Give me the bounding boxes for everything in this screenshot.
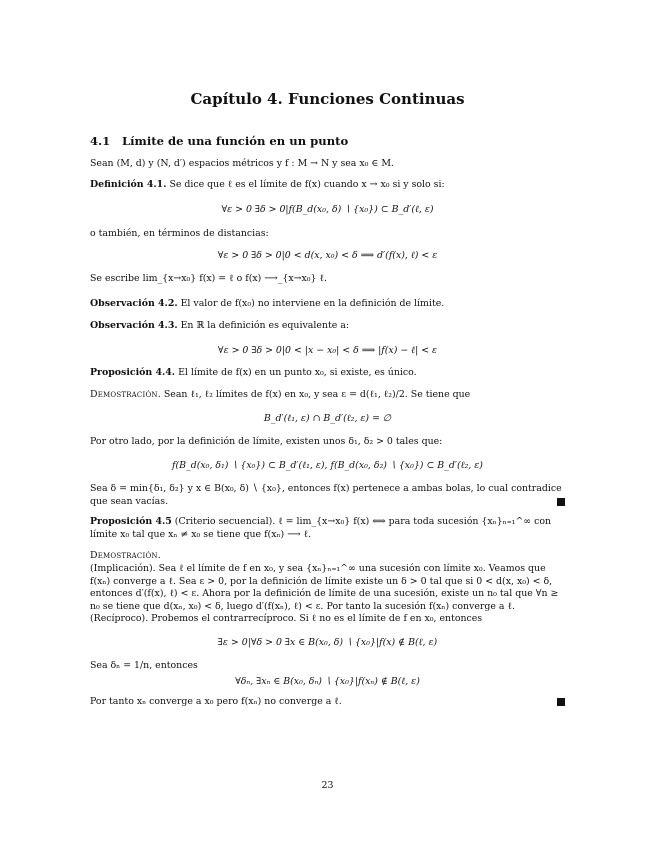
proposition-text: El límite de f(x) en un punto x₀, si existe, es único. (178, 367, 417, 378)
proof-4-5-equation-1: ∃ε > 0|∀δ > 0 ∃x ∈ B(x₀, δ) ∖ {x₀}|f(x) ∉ B(ℓ, ε) (217, 637, 438, 648)
proof-4-4-start (90, 389, 565, 402)
proposition-4-5 (90, 516, 565, 541)
proposition-4-4 (90, 367, 565, 380)
limit-notation: Se escribe lim_{x→x₀} f(x) = ℓ o f(x) ⟶_{x→x₀} ℓ. (90, 273, 327, 284)
intro-paragraph: Sean (M, d) y (N, d′) espacios métricos y f : M → N y sea x₀ ∈ M. (90, 158, 394, 169)
observation-label: Observación 4.3. (90, 320, 178, 331)
observation-label: Observación 4.2. (90, 298, 178, 309)
proof-text: Sean ℓ₁, ℓ₂ límites de f(x) en x₀, y sea ε = d(ℓ₁, ℓ₂)/2. Se tiene que (163, 389, 471, 400)
definition-equation-1: ∀ε > 0 ∃δ > 0|f(B_d(x₀, δ) ∖ {x₀}) ⊂ B_d′(ℓ, ε) (221, 204, 434, 215)
proposition-label: Proposición 4.5 (90, 516, 172, 527)
proof-4-5-converse: (Recíproco). Probemos el contrarrecíproco. Si ℓ no es el límite de f en x₀, entonces (90, 613, 483, 624)
proof-4-4-end (90, 483, 565, 508)
observation-text: El valor de f(x₀) no interviene en la definición de límite. (180, 298, 445, 309)
proof-equation-1: B_d′(ℓ₁, ε) ∩ B_d′(ℓ₂, ε) = ∅ (263, 413, 392, 424)
definition-text: Se dice que ℓ es el límite de f(x) cuando x → x₀ si y solo si: (169, 179, 445, 190)
proof-4-4-middle: Por otro lado, por la definición de límite, existen unos δ₁, δ₂ > 0 tales que: (90, 436, 443, 447)
definition-equation-2: ∀ε > 0 ∃δ > 0|0 < d(x, x₀) < δ ⟹ d′(f(x), ℓ) < ε (217, 250, 438, 261)
proof-equation-2: f(B_d(x₀, δ₁) ∖ {x₀}) ⊂ B_d′(ℓ₁, ε), f(B_d(x₀, δ₂) ∖ {x₀}) ⊂ B_d′(ℓ₂, ε) (172, 460, 483, 471)
proof-4-5-label (90, 550, 565, 563)
page-number: 23 (321, 780, 334, 791)
observation-4-3 (90, 320, 565, 333)
proof-label: Demostración. (90, 389, 161, 400)
proposition-label: Proposición 4.4. (90, 367, 176, 378)
proof-4-5-sequence: Sea δₙ = 1/n, entonces (90, 660, 198, 671)
proof-4-5-equation-2: ∀δₙ, ∃xₙ ∈ B(x₀, δₙ) ∖ {x₀}|f(xₙ) ∉ B(ℓ, ε) (235, 676, 420, 687)
proof-label: Demostración. (90, 550, 161, 561)
definition-4-1 (90, 179, 565, 192)
section-number: 4.1 (90, 134, 111, 148)
observation-equation: ∀ε > 0 ∃δ > 0|0 < |x − x₀| < δ ⟹ |f(x) − ℓ| < ε (217, 345, 438, 356)
proof-4-5-implication: (Implicación). Sea ℓ el límite de f en x₀, y sea {xₙ}ₙ₌₁^∞ una sucesión con límite x₀. Veamos que f(xₙ) converge a ℓ. Sea ε > 0, por la definición de límite existe un δ > 0 tal que si 0 < d(x, x₀) < δ, entonces d′(f(x), ℓ) < ε. Ahora por la definición de límite de una sucesión, existe un n₀ tal que ∀n ≥ n₀ se tiene que d(xₙ, x₀) < δ, luego d′(f(xₙ), ℓ) < ε. Por tanto la sucesión f(xₙ) converge a ℓ. (90, 563, 559, 612)
observation-text: En ℝ la definición es equivalente a: (180, 320, 349, 331)
definition-label: Definición 4.1. (90, 179, 167, 190)
chapter-title: Capítulo 4. Funciones Continuas (190, 90, 465, 108)
proof-4-5-end (90, 696, 565, 709)
section-title: Límite de una función en un punto (122, 134, 349, 148)
qed-square-icon (557, 498, 565, 506)
qed-square-icon (557, 698, 565, 706)
observation-4-2 (90, 298, 565, 311)
proof-text: Por tanto xₙ converge a x₀ pero f(xₙ) no converge a ℓ. (90, 696, 342, 707)
proposition-text: (Criterio secuencial). ℓ = lim_{x→x₀} f(x) ⟺ para toda sucesión {xₙ}ₙ₌₁^∞ con límite x₀ tal que xₙ ≠ x₀ se tiene que f(xₙ) ⟶ ℓ. (90, 516, 552, 540)
section-heading (90, 134, 348, 148)
definition-also-text: o también, en términos de distancias: (90, 228, 269, 239)
proof-text: Sea δ = min{δ₁, δ₂} y x ∈ B(x₀, δ) ∖ {x₀}, entonces f(x) pertenece a ambas bolas, lo cual contradice que sean vacías. (90, 483, 562, 507)
